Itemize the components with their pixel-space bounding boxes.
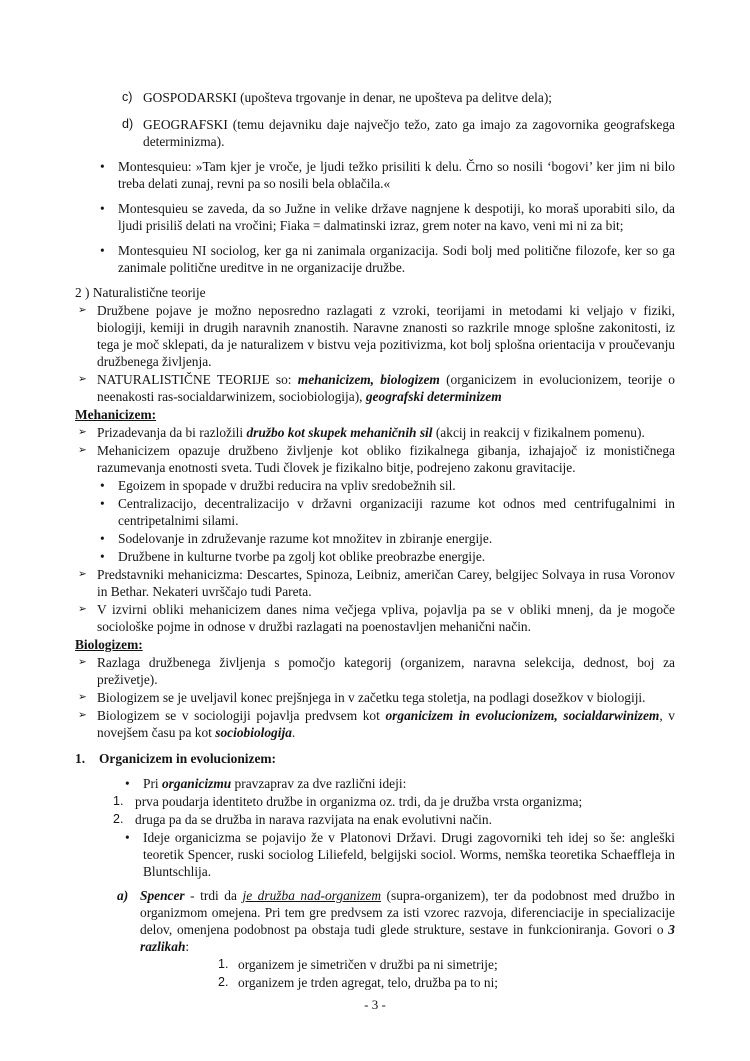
paragraph-text: Biologizem: <box>75 637 143 652</box>
paragraph-text: Sodelovanje in združevanje razume kot množitev in zbiranje energije. <box>118 531 493 546</box>
paragraph-text: Montesquieu se zaveda, da so Južne in velike države nagnjene k despotiji, ko moraš uporabiti silo, da ljudi prisiliš delati na vročini; Fiaka = dalmatinski izraz, grem noter na kavo, veni mi ni za bit; <box>118 201 675 233</box>
paragraph-numbered <box>75 811 675 828</box>
bullet-icon: • <box>100 159 105 174</box>
paragraph-text: Mehanicizem opazuje družbeno življenje kot obliko fizikalnega gibanja, izhajajoč iz monističnega razumevanja enotnosti sveta. Tudi človek je fizikalno bitje, podrejeno zakonu gravitacije. <box>97 443 675 475</box>
bullet-icon: • <box>100 478 105 493</box>
paragraph-text: Egoizem in spopade v družbi reducira na vpliv sredobežnih sil. <box>118 478 456 493</box>
paragraph-arrow <box>75 601 675 635</box>
paragraph-text: 2 ) Naturalistične teorije <box>75 285 206 300</box>
paragraph-heading <box>75 636 675 653</box>
paragraph-bullet <box>75 495 675 529</box>
paragraph-arrow <box>75 689 675 706</box>
paragraph-bullet <box>75 242 675 276</box>
bullet-icon: • <box>100 243 105 258</box>
paragraph-bullet2 <box>75 829 675 880</box>
bullet-icon: • <box>125 776 130 791</box>
paragraph-bullet <box>75 548 675 565</box>
paragraph-text: Razlaga družbenega življenja s pomočjo kategorij (organizem, naravna selekcija, dednost, boj za preživetje). <box>97 655 675 687</box>
paragraph-text: V izvirni obliki mehanicizem danes nima večjega vpliva, pojavlja pa se v obliki mnenj, da je mogoče sociološke pojme in odnose v družbi razlagati na poenostavljen mehanični način. <box>97 602 675 634</box>
paragraph-arrow <box>75 442 675 476</box>
paragraph-letter <box>75 89 675 106</box>
list-marker: 1. <box>218 957 229 971</box>
paragraph-numheading <box>75 750 675 767</box>
paragraph-plain <box>75 284 675 301</box>
page-number: - 3 - <box>364 997 386 1012</box>
paragraph-text: GOSPODARSKI (upošteva trgovanje in denar, ne upošteva pa delitve dela); <box>143 90 553 105</box>
paragraph-heading <box>75 406 675 423</box>
paragraph-text: Pri organicizmu pravzaprav za dve različni ideji: <box>143 776 407 791</box>
document-body <box>75 89 675 991</box>
paragraph-text: GEOGRAFSKI (temu dejavniku daje največjo težo, zato ga imajo za zagovornika geografskega determinizma). <box>143 117 675 149</box>
paragraph-text: Organicizem in evolucionizem: <box>99 751 277 766</box>
paragraph-text: Družbene in kulturne tvorbe pa zgolj kot oblike preobrazbe energije. <box>118 549 486 564</box>
bullet-icon: • <box>100 549 105 564</box>
paragraph-text: Centralizacijo, decentralizacijo v državni organizaciji razume kot odnos med centrifugalnimi in centripetalnimi silami. <box>118 496 675 528</box>
paragraph-numbered <box>75 793 675 810</box>
paragraph-text: druga pa da se družba in narava razvijata na enak evolutivni način. <box>135 812 492 827</box>
paragraph-text: Ideje organicizma se pojavijo že v Platonovi Državi. Drugi zagovorniki teh idej so še: angleški teoretik Spencer, ruski sociolog Liliefeld, belgijski sociol. Worms, nemška teoretika Schaeffleja in Bluntschlija. <box>143 830 675 879</box>
paragraph-text: Biologizem se v sociologiji pojavlja predvsem kot organicizem in evolucionizem, socialdarwinizem, v novejšem času pa kot sociobiologija. <box>97 708 675 740</box>
paragraph-text: Biologizem se je uveljavil konec prejšnjega in v začetku tega stoletja, na podlagi dosežkov v biologiji. <box>97 690 646 705</box>
bullet-icon: • <box>100 531 105 546</box>
paragraph-arrow <box>75 302 675 370</box>
list-marker: 1. <box>75 751 86 766</box>
paragraph-text: NATURALISTIČNE TEORIJE so: mehanicizem, biologizem (organicizem in evolucionizem, teorije o neenakosti ras-socialdarwinizem, sociobiologija), geografski determinizem <box>97 372 675 404</box>
paragraph-arrow <box>75 566 675 600</box>
arrow-bullet-icon: ➢ <box>78 373 87 385</box>
paragraph-text: Prizadevanja da bi razložili družbo kot skupek mehaničnih sil (akcij in reakcij v fizikalnem pomenu). <box>97 425 645 440</box>
list-marker: 2. <box>113 812 124 826</box>
paragraph-text: Družbene pojave je možno neposredno razlagati z vzroki, teorijami in metodami ki veljajo v fiziki, biologiji, kemiji in drugih naravnih znanostih. Naravne znanosti so razkrile mnoge splošne zakonitosti, iz tega je moč sklepati, da je naturalizem v bistvu veja pozitivizma, kot bolj splošna orientacija v proučevanju družbenega življenja. <box>97 303 675 369</box>
arrow-bullet-icon: ➢ <box>78 426 87 438</box>
paragraph-alpha <box>75 887 675 955</box>
list-marker: c) <box>122 90 133 104</box>
paragraph-arrow <box>75 654 675 688</box>
paragraph-text: Montesquieu: »Tam kjer je vroče, je ljudi težko prisiliti k delu. Črno so nosili ‘bogovi’ ker jim ni bilo treba delati zunaj, revni pa so nosili bela oblačila.« <box>118 159 675 191</box>
list-marker: 1. <box>113 794 124 808</box>
paragraph-bullet <box>75 477 675 494</box>
list-marker: d) <box>122 117 134 131</box>
paragraph-arrow <box>75 371 675 405</box>
bullet-icon: • <box>100 201 105 216</box>
paragraph-text: Predstavniki mehanicizma: Descartes, Spinoza, Leibniz, američan Carey, belgijec Solvaya in rusa Voronov in Bethar. Nekateri uvrščajo tudi Pareta. <box>97 567 675 599</box>
paragraph-arrow <box>75 424 675 441</box>
paragraph-bullet2 <box>75 775 675 792</box>
paragraph-text: Montesquieu NI sociolog, ker ga ni zanimala organizacija. Sodi bolj med politične filozofe, ker so ga zanimale politične ureditve in ne organizacije družbe. <box>118 243 675 275</box>
bullet-icon: • <box>100 496 105 511</box>
paragraph-letter <box>75 116 675 150</box>
paragraph-bullet <box>75 530 675 547</box>
paragraph-text: Mehanicizem: <box>75 407 157 422</box>
paragraph-text: organizem je trden agregat, telo, družba pa to ni; <box>238 975 499 990</box>
paragraph-arrow <box>75 707 675 741</box>
list-marker: 2. <box>218 975 229 989</box>
paragraph-bullet <box>75 158 675 192</box>
paragraph-subnum <box>75 956 675 973</box>
paragraph-subnum <box>75 974 675 991</box>
arrow-bullet-icon: ➢ <box>78 304 87 316</box>
bullet-icon: • <box>125 830 130 845</box>
paragraph-text: Spencer - trdi da je družba nad-organizem (supra-organizem), ter da podobnost med družbo in organizmom omejena. Pri tem gre predvsem za isti vzorec razvoja, diferenciacije in specializacije delov, omenjena podobnost pa obstaja tudi glede strukture, sestave in funkcioniranja. Govori o 3 razlikah: <box>140 888 675 954</box>
paragraph-text: prva poudarja identiteto družbe in organizma oz. trdi, da je družba vrsta organizma; <box>135 794 583 809</box>
arrow-bullet-icon: ➢ <box>78 444 87 456</box>
paragraph-text: organizem je simetričen v družbi pa ni simetrije; <box>238 957 498 972</box>
arrow-bullet-icon: ➢ <box>78 656 87 668</box>
arrow-bullet-icon: ➢ <box>78 709 87 721</box>
arrow-bullet-icon: ➢ <box>78 603 87 615</box>
arrow-bullet-icon: ➢ <box>78 691 87 703</box>
paragraph-bullet <box>75 200 675 234</box>
list-marker: a) <box>117 888 129 903</box>
arrow-bullet-icon: ➢ <box>78 568 87 580</box>
